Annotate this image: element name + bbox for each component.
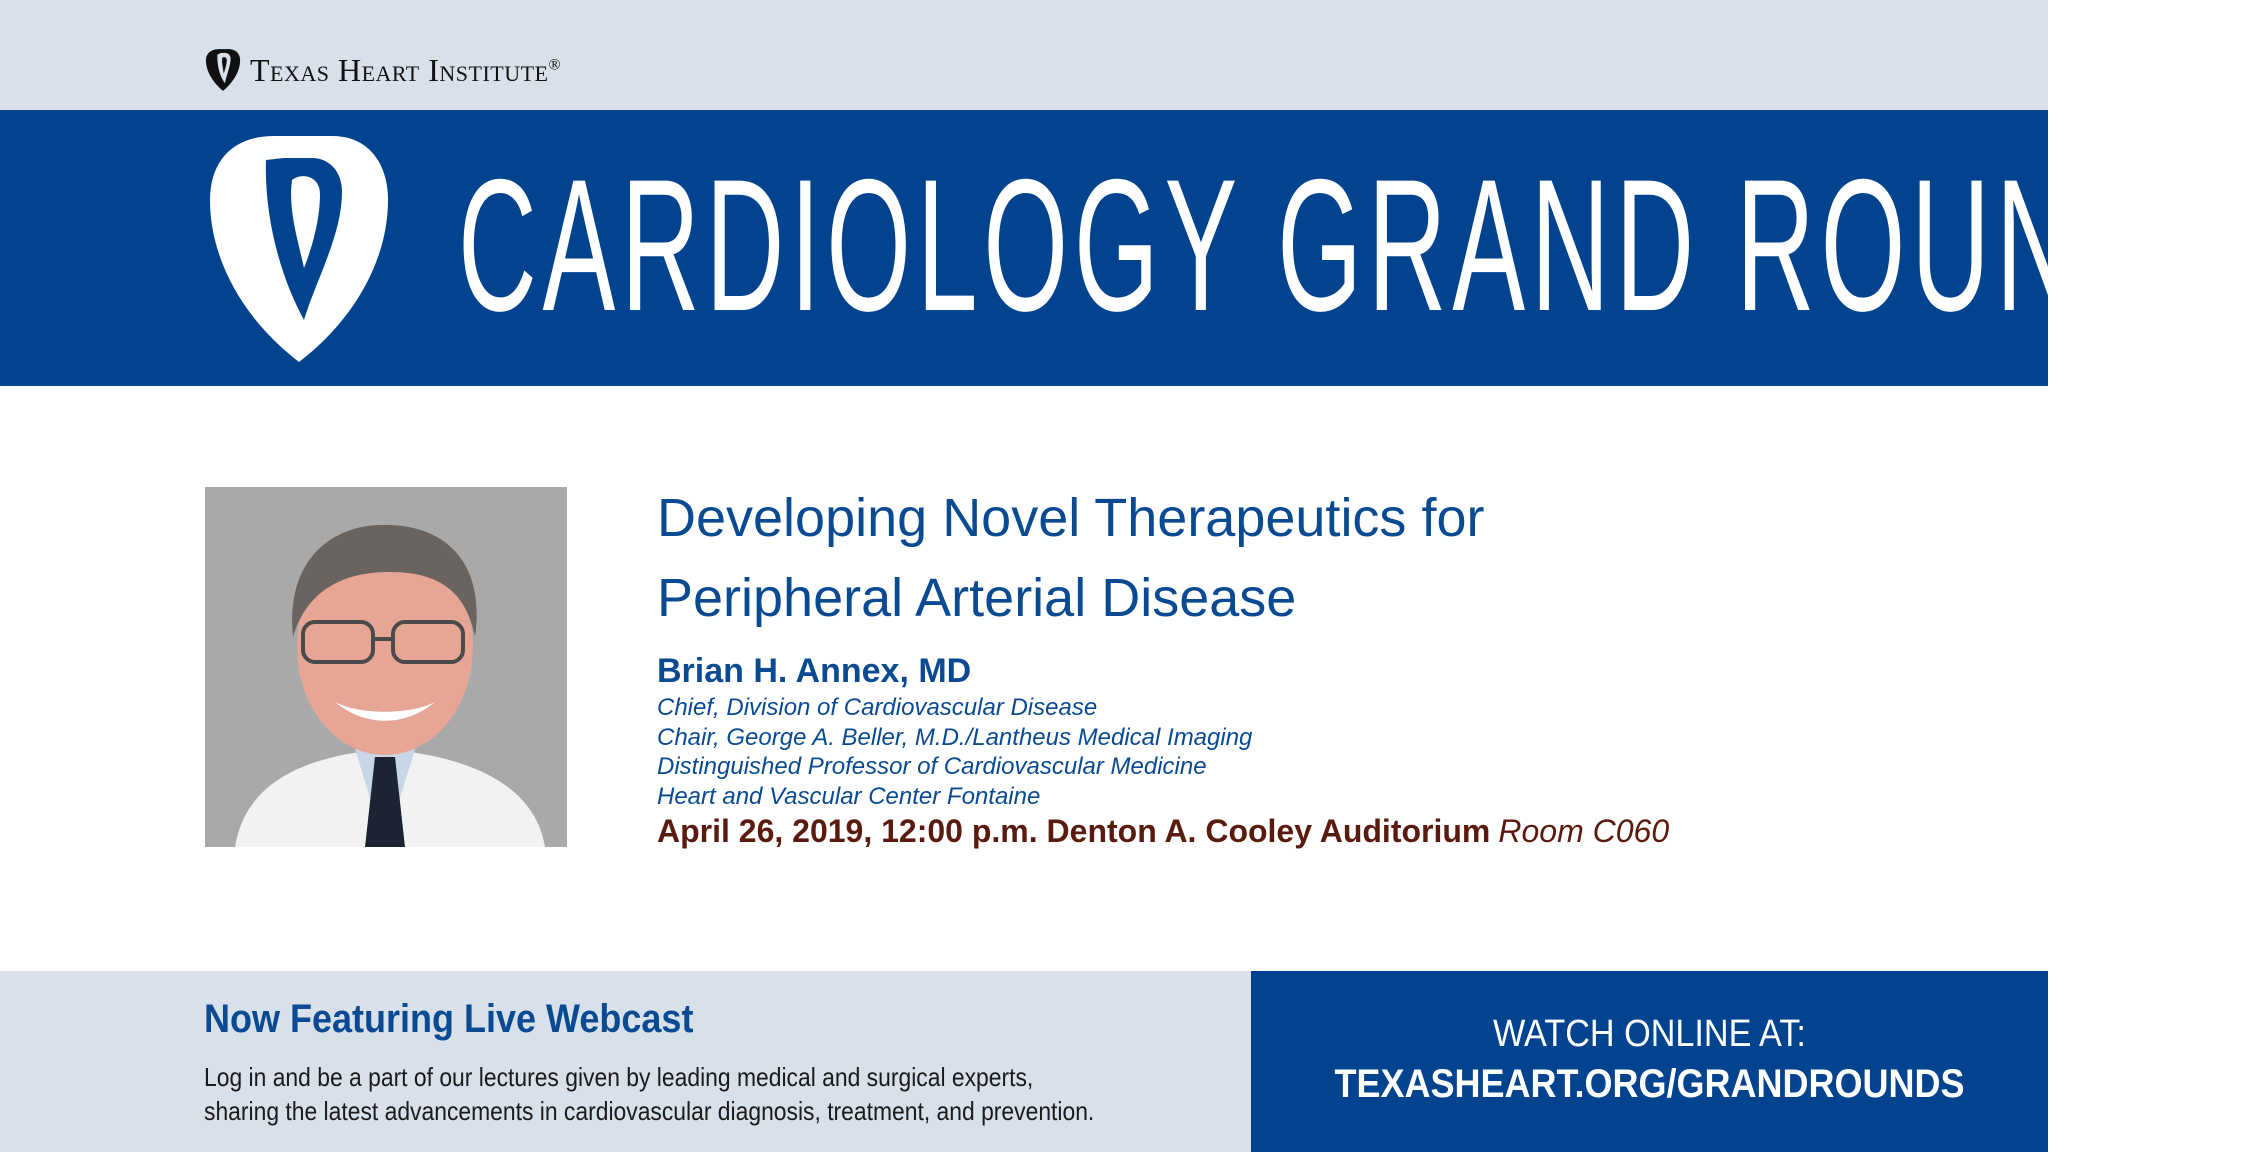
heart-shield-logo-large-icon [204,130,394,366]
heart-shield-logo-icon [204,47,242,93]
speaker-title-1: Chief, Division of Cardiovascular Disease [657,694,1098,721]
webcast-title: Now Featuring Live Webcast [204,997,694,1041]
header-logo [204,46,561,94]
watch-url-link[interactable]: TEXASHEART.ORG/GRANDROUNDS [1334,1062,1965,1106]
talk-title-line-1: Developing Novel Therapeutics for [657,488,1485,548]
watch-label: WATCH ONLINE AT: [1493,1013,1806,1055]
event-details [657,813,1669,850]
webcast-description [204,1060,1102,1128]
speaker-name: Brian H. Annex, MD [657,652,972,690]
event-room: Room C060 [1498,813,1670,849]
org-name: Texas Heart Institute® [250,51,562,88]
speaker-title-2: Chair, George A. Beller, M.D./Lantheus Medical Imaging [657,723,1253,751]
speaker-portrait [205,487,567,847]
talk-title [657,478,1757,638]
webcast-description-line-2: sharing the latest advancements in cardiovascular diagnosis, treatment, and prevention. [204,1096,1095,1126]
banner-title: CARDIOLOGY GRAND ROUNDS [458,140,2243,350]
talk-title-line-2: Peripheral Arterial Disease [657,568,1297,628]
speaker-photo [205,487,567,847]
speaker-titles [657,693,1252,811]
event-datetime-location: April 26, 2019, 12:00 p.m. Denton A. Cooley Auditorium [657,813,1491,849]
speaker-title-3: Distinguished Professor of Cardiovascular Medicine [657,753,1207,780]
webcast-description-line-1: Log in and be a part of our lectures given by leading medical and surgical experts, [204,1062,1034,1092]
registered-mark: ® [548,55,562,73]
speaker-title-4: Heart and Vascular Center Fontaine [657,782,1041,810]
